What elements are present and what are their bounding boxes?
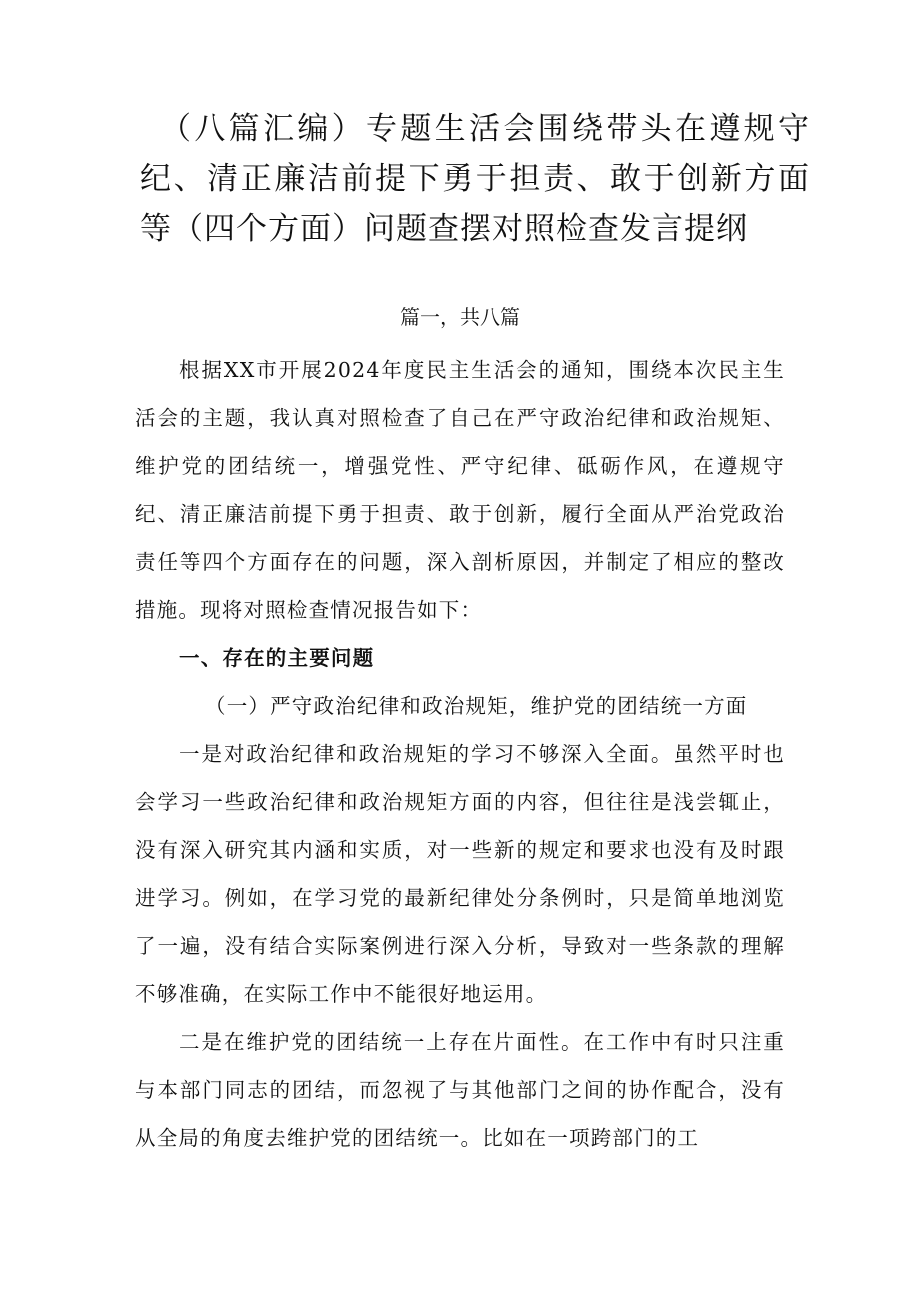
section-heading-main-problems: 一、存在的主要问题: [179, 646, 375, 670]
document-title: （八篇汇编）专题生活会围绕带头在遵规守纪、清正廉洁前提下勇于担责、敢于创新方面等（四个方面）问题查摆对照检查发言提纲: [140, 111, 810, 247]
section-subtitle: 篇一，共八篇: [400, 305, 520, 329]
problem-paragraph-one: 一是对政治纪律和政治规矩的学习不够深入全面。虽然平时也会学习一些政治纪律和政治规矩方面的内容，但往往是浅尝辄止，没有深入研究其内涵和实质，对一些新的规定和要求也没有及时跟进学习。例如，在学习党的最新纪律处分条例时，只是简单地浏览了一遍，没有结合实际案例进行深入分析，导致对一些条款的理解不够准确，在实际工作中不能很好地运用。: [135, 742, 785, 1006]
subsection-heading-political-discipline: （一）严守政治纪律和政治规矩，维护党的团结统一方面: [205, 694, 748, 718]
document-body: [135, 346, 785, 1162]
problem-paragraph-two: 二是在维护党的团结统一上存在片面性。在工作中有时只注重与本部门同志的团结，而忽视了与其他部门之间的协作配合，没有从全局的角度去维护党的团结统一。比如在一项跨部门的工: [135, 1030, 785, 1150]
intro-paragraph: 根据XX市开展2024年度民主生活会的通知，围绕本次民主生活会的主题，我认真对照检查了自己在严守政治纪律和政治规矩、维护党的团结统一，增强党性、严守纪律、砥砺作风，在遵规守纪、清正廉洁前提下勇于担责、敢于创新，履行全面从严治党政治责任等四个方面存在的问题，深入剖析原因，并制定了相应的整改措施。现将对照检查情况报告如下：: [135, 358, 785, 622]
